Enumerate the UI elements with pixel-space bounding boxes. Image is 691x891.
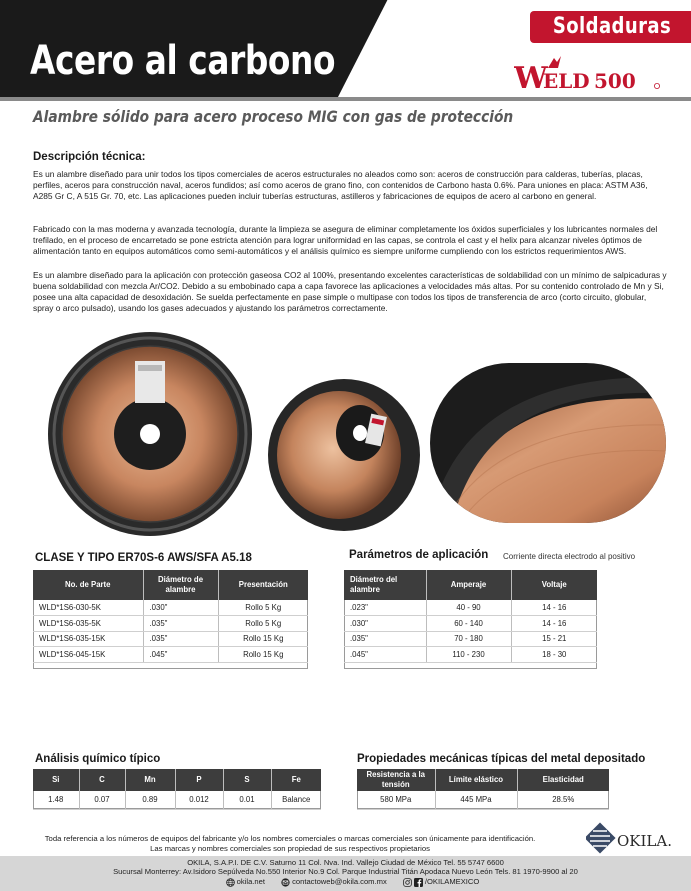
table-row (344, 600, 597, 616)
clase-header-diameter: Diámetro de alambre (143, 570, 218, 600)
quimico-header-s: S (223, 769, 271, 791)
table-row (344, 631, 597, 647)
table-row (33, 791, 321, 809)
table-cell: WLD*1S6-045-15K (33, 647, 143, 663)
table-cell: 0.07 (79, 791, 125, 809)
mecanicas-header-limit: Límite elástico (435, 769, 517, 791)
social-link[interactable]: /OKILAMEXICO (424, 877, 480, 886)
footer-address-1: OKILA, S.A.P.I. DE C.V. Saturno 11 Col. Nva. Ind. Vallejo Ciudad de México Tel. 55 5747 6600 (187, 858, 504, 867)
table-cell: .045" (344, 647, 426, 663)
table-row (33, 631, 308, 647)
okila-logo-text: OKILA. (617, 832, 672, 850)
quimico-table (33, 769, 321, 810)
mecanicas-title: Propiedades mecánicas típicas del metal depositado (357, 753, 646, 765)
quimico-header-fe: Fe (271, 769, 321, 791)
description-heading: Descripción técnica: (33, 151, 146, 163)
parametros-title: Parámetros de aplicación (349, 549, 489, 561)
category-label: Soldaduras (552, 14, 672, 39)
description-paragraph-3: Es un alambre diseñado para la aplicación con protección gaseosa CO2 al 100%, presentando excelentes características de soldabilidad con un mínimo de salpicaduras y buena soldabilidad con mezcla Ar/CO2. Debido a su embobinado capa a capa favorece las aplicaciones a velocidades más altas. Por su contenido controlado de Mn y Si, posee una alta capacidad de desoxidación. Se suelda perfectamente en pase simple o multipase con todos los tipos de transferencia de arco (corto circuito, globular, spray o arco pulsado), usando los gases adecuados y ajustando los parámetros correctamente. (33, 270, 667, 313)
table-cell: 14 - 16 (511, 616, 597, 632)
globe-icon (226, 878, 235, 887)
disclaimer (0, 834, 580, 854)
svg-text:ELD: ELD (543, 69, 590, 93)
parametros-header-voltage: Voltaje (511, 570, 597, 600)
table-cell: .035" (143, 616, 218, 632)
table-cell: 28.5% (517, 791, 609, 809)
clase-title: CLASE Y TIPO ER70S-6 AWS/SFA A5.18 (35, 552, 252, 564)
description-paragraph-2: Fabricado con la mas moderna y avanzada tecnología, durante la limpieza se asegura de eliminar completamente los óxidos superficiales y los lubricantes normales del trefilado, en el proceso de encarretado se pone estricta atención para lograr uniformidad en las capas, se controla el cast y el helix para alcanzar niveles óptimos de alimentación tanto en equipos automáticos como semi-automáticos y el análisis químico es siempre uniforme cumpliendo con los estrictos requerimientos AWS. (33, 224, 658, 256)
parametros-table (344, 570, 597, 663)
table-row (33, 600, 308, 616)
table-cell: 15 - 21 (511, 631, 597, 647)
spool-closeup-photo (430, 363, 666, 523)
table-cell: Rollo 15 Kg (218, 647, 308, 663)
email-icon (281, 878, 290, 887)
table-cell: WLD*1S6-035-5K (33, 616, 143, 632)
table-row (344, 647, 597, 663)
table-cell: 1.48 (33, 791, 79, 809)
okila-logo (586, 822, 686, 856)
table-cell: .045" (143, 647, 218, 663)
table-cell: 14 - 16 (511, 600, 597, 616)
spool-large-photo (43, 327, 258, 542)
table-cell: .035" (143, 631, 218, 647)
footer-contacts (0, 877, 691, 887)
svg-text:500: 500 (594, 69, 636, 93)
table-cell: Rollo 5 Kg (218, 600, 308, 616)
table-cell: .023" (344, 600, 426, 616)
table-cell: 0.89 (125, 791, 175, 809)
table-cell: WLD*1S6-035-15K (33, 631, 143, 647)
table-cell: .030" (143, 600, 218, 616)
table-cell: 110 - 230 (426, 647, 511, 663)
facebook-icon (414, 878, 423, 887)
parametros-header-amperage: Amperaje (426, 570, 511, 600)
table-row (357, 791, 609, 809)
table-cell: 18 - 30 (511, 647, 597, 663)
table-cell: 40 - 90 (426, 600, 511, 616)
website-link[interactable]: okila.net (236, 877, 265, 886)
table-cell: 445 MPa (435, 791, 517, 809)
table-cell: 60 - 140 (426, 616, 511, 632)
table-row (33, 616, 308, 632)
table-row (344, 616, 597, 632)
clase-header-presentation: Presentación (218, 570, 308, 600)
quimico-header-c: C (79, 769, 125, 791)
table-cell: Rollo 15 Kg (218, 631, 308, 647)
table-cell: Rollo 5 Kg (218, 616, 308, 632)
quimico-title: Análisis químico típico (35, 753, 161, 765)
quimico-header-si: Si (33, 769, 79, 791)
mecanicas-header-elasticity: Elasticidad (517, 769, 609, 791)
subtitle: Alambre sólido para acero proceso MIG con gas de protección (33, 107, 514, 126)
quimico-header-mn: Mn (125, 769, 175, 791)
parametros-header-diameter: Diámetro del alambre (344, 570, 426, 600)
table-cell: Balance (271, 791, 321, 809)
description-paragraph-1: Es un alambre diseñado para unir todos los tipos comerciales de aceros estructurales no aleados como son: aceros de construcción para calderas, tuberías, placas, perfiles, aceros para construcción naval, aceros fundidos; así como aceros de grano fino, con contenidos de Carbono hasta 0.6%. Para uniones en placa: ASTM A36, A285 Gr C, A 515 Gr. 70, etc. Las aplicaciones pueden incluir tuberías estructuras, astilleros y fabricaciones de equipos de acero al carbono en general. (33, 169, 648, 201)
page-title: Acero al carbono (30, 38, 336, 84)
email-link[interactable]: contactoweb@okila.com.mx (292, 877, 387, 886)
quimico-header-p: P (175, 769, 223, 791)
parametros-note: Corriente directa electrodo al positivo (503, 552, 636, 561)
clase-table (33, 570, 308, 663)
header-divider (0, 97, 691, 101)
table-cell: WLD*1S6-030-5K (33, 600, 143, 616)
spool-small-photo (264, 375, 424, 535)
disclaimer-line-2: Las marcas y nombres comerciales son propiedad de sus respectivos propietarios (150, 844, 430, 853)
table-cell: .030" (344, 616, 426, 632)
disclaimer-line-1: Toda referencia a los números de equipos del fabricante y/o los nombres comerciales o marcas comerciales son únicamente para identificación. (44, 834, 536, 843)
table-cell: 0.012 (175, 791, 223, 809)
svg-text:W: W (514, 61, 548, 96)
clase-header-part: No. de Parte (33, 570, 143, 600)
table-row (33, 647, 308, 663)
instagram-icon (403, 878, 412, 887)
table-cell: 70 - 180 (426, 631, 511, 647)
table-cell: 580 MPa (357, 791, 435, 809)
table-cell: 0.01 (223, 791, 271, 809)
footer-address-2: Sucursal Monterrey: Av.Isidoro Sepúlveda No.550 Interior No.9 Col. Parque Industrial Titán Apodaca Nuevo León Tels. 81 1970-9900 al 20 (113, 867, 578, 876)
mecanicas-header-tension: Resistencia a la tensión (357, 769, 435, 791)
weld500-logo (514, 54, 664, 96)
table-cell: .035" (344, 631, 426, 647)
mecanicas-table (357, 769, 609, 810)
